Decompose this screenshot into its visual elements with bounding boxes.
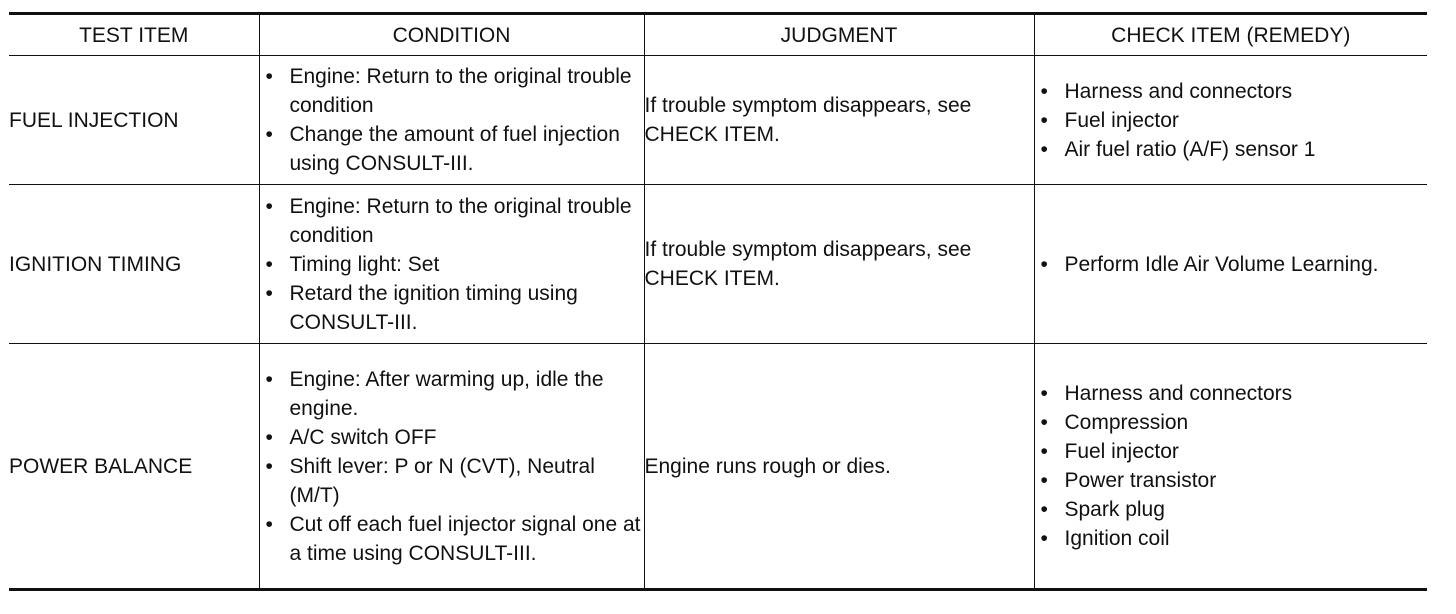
condition-list — [260, 365, 644, 568]
bullet-icon: • — [1040, 252, 1048, 276]
list-item: • Air fuel ratio (A/F) sensor 1 — [1035, 135, 1428, 164]
header-test-item: TEST ITEM — [9, 14, 259, 56]
check-item-cell — [1034, 56, 1427, 185]
list-item: • Harness and connectors — [1035, 379, 1428, 408]
bullet-icon: • — [265, 512, 273, 536]
condition-list — [260, 192, 644, 337]
list-item: • Change the amount of fuel injection using CONSULT-III. — [260, 120, 644, 178]
table-row — [9, 185, 1427, 344]
bullet-icon: • — [265, 454, 273, 478]
test-item-cell: FUEL INJECTION — [9, 56, 259, 185]
bullet-icon: • — [1040, 498, 1048, 521]
header-judgment: JUDGMENT — [644, 14, 1034, 56]
bullet-icon: • — [1040, 469, 1048, 492]
list-item: • Fuel injector — [1035, 437, 1428, 466]
bullet-icon: • — [265, 123, 273, 146]
bullet-icon: • — [265, 194, 273, 218]
list-item: • Perform Idle Air Volume Learning. — [1035, 250, 1428, 279]
bullet-icon: • — [1040, 382, 1048, 405]
list-item: • Harness and connectors — [1035, 77, 1428, 106]
bullet-icon: • — [265, 65, 273, 88]
test-item-cell: POWER BALANCE — [9, 344, 259, 590]
bullet-icon: • — [1040, 108, 1048, 132]
bullet-icon: • — [1040, 411, 1048, 434]
list-item: • Shift lever: P or N (CVT), Neutral (M/T) — [260, 452, 644, 510]
table-row — [9, 56, 1427, 185]
list-item: • Engine: Return to the original trouble condition — [260, 62, 644, 120]
bullet-icon: • — [265, 281, 273, 305]
condition-cell — [259, 185, 644, 344]
diagnosis-table — [9, 12, 1427, 591]
judgment-cell: If trouble symptom disappears, see CHECK ITEM. — [644, 185, 1034, 344]
list-item: • Timing light: Set — [260, 250, 644, 279]
header-condition: CONDITION — [259, 14, 644, 56]
list-item: • Cut off each fuel injector signal one at a time using CONSULT-III. — [260, 510, 644, 568]
list-item: • Fuel injector — [1035, 106, 1428, 135]
judgment-cell: Engine runs rough or dies. — [644, 344, 1034, 590]
bullet-icon: • — [1040, 440, 1048, 463]
check-item-list — [1035, 250, 1428, 279]
list-item: • Engine: Return to the original trouble condition — [260, 192, 644, 250]
condition-cell — [259, 344, 644, 590]
list-item: • Ignition coil — [1035, 524, 1428, 553]
list-item: • Compression — [1035, 408, 1428, 437]
header-row — [9, 14, 1427, 56]
bullet-icon: • — [265, 252, 273, 276]
condition-list — [260, 62, 644, 178]
test-item-cell: IGNITION TIMING — [9, 185, 259, 344]
check-item-list — [1035, 77, 1428, 164]
bullet-icon: • — [1040, 137, 1048, 161]
bullet-icon: • — [265, 425, 273, 449]
list-item: • Spark plug — [1035, 495, 1428, 524]
list-item: • Power transistor — [1035, 466, 1428, 495]
check-item-list — [1035, 379, 1428, 553]
condition-cell — [259, 56, 644, 185]
bullet-icon: • — [1040, 527, 1048, 550]
check-item-cell — [1034, 185, 1427, 344]
table-row — [9, 344, 1427, 590]
list-item: • Engine: After warming up, idle the engine. — [260, 365, 644, 423]
list-item: • A/C switch OFF — [260, 423, 644, 452]
header-check-item: CHECK ITEM (REMEDY) — [1034, 14, 1427, 56]
bullet-icon: • — [265, 367, 273, 391]
list-item: • Retard the ignition timing using CONSULT-III. — [260, 279, 644, 337]
judgment-cell: If trouble symptom disappears, see CHECK ITEM. — [644, 56, 1034, 185]
check-item-cell — [1034, 344, 1427, 590]
bullet-icon: • — [1040, 79, 1048, 103]
